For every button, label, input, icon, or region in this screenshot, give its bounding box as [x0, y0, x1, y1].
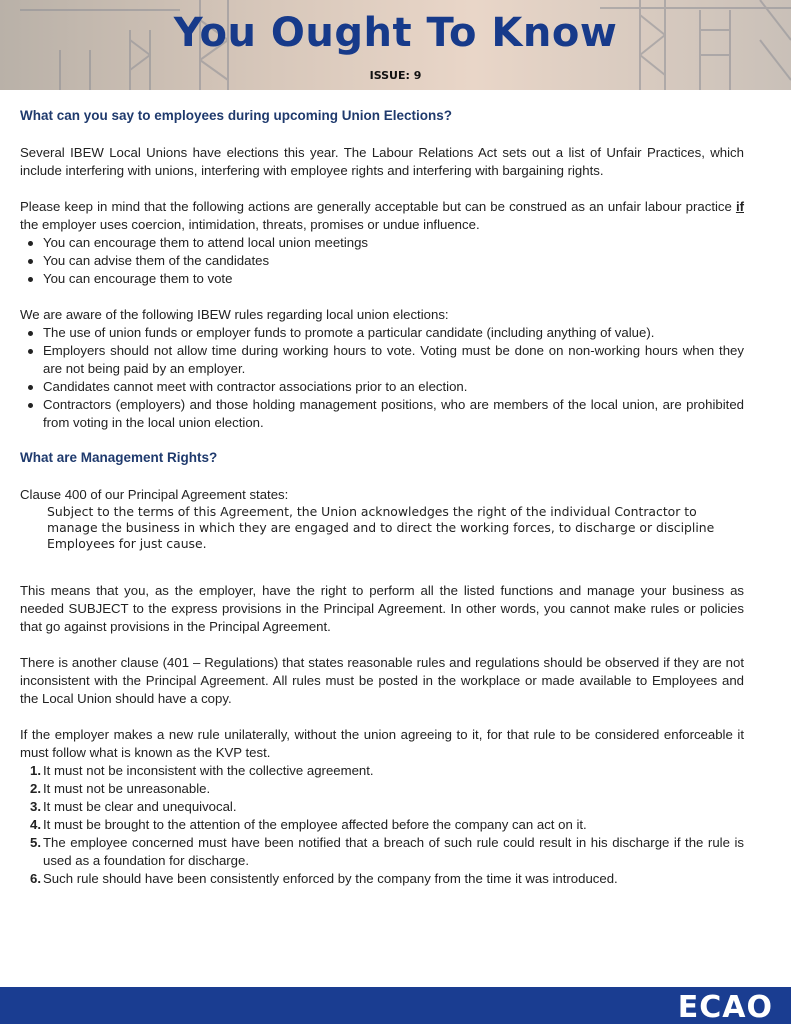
list-item: 1. It must not be inconsistent with the collective agreement.: [30, 763, 374, 778]
emphasis-if: if: [735, 199, 744, 214]
list-item: 5. The employee concerned must have been notified that a breach of such rule could result in his discharge if the rule is used as a foundation for discharge.: [30, 835, 744, 868]
ecao-logo: ECAO: [677, 990, 773, 1025]
kvp-test-list: [20, 762, 744, 888]
list-item: You can advise them of the candidates: [43, 252, 744, 270]
footer-bar: [0, 987, 791, 1024]
newsletter-title: You Ought To Know: [173, 10, 618, 56]
section-heading-union-elections: What can you say to employees during upcoming Union Elections?: [20, 108, 453, 123]
paragraph: Please keep in mind that the following actions are generally acceptable but can be construed as an unfair labour practice if the employer uses coercion, intimidation, threats, promises or undue influence.: [20, 199, 744, 232]
paragraph: This means that you, as the employer, have the right to perform all the listed functions and manage your business as needed SUBJECT to the express provisions in the Principal Agreement. In other words, you cannot make rules or policies that go against provisions in the Principal Agreement.: [20, 583, 744, 634]
list-item: 6. Such rule should have been consistently enforced by the company from the time it was introduced.: [30, 871, 618, 886]
section-heading-management-rights: What are Management Rights?: [20, 450, 218, 465]
list-item: The use of union funds or employer funds to promote a particular candidate (including anything of value).: [43, 324, 744, 342]
article-body: [20, 106, 744, 888]
list-item: Candidates cannot meet with contractor associations prior to an election.: [43, 378, 744, 396]
list-item: 4. It must be brought to the attention of the employee affected before the company can act on it.: [30, 817, 587, 832]
paragraph: Clause 400 of our Principal Agreement states:: [20, 487, 289, 502]
paragraph: Several IBEW Local Unions have elections this year. The Labour Relations Act sets out a list of Unfair Practices, which include interfering with unions, interfering with employee rights and interfering with bargaining rights.: [20, 145, 744, 178]
list-item: Employers should not allow time during working hours to vote. Voting must be done on non-working hours when they are not being paid by an employer.: [43, 343, 744, 376]
paragraph: If the employer makes a new rule unilaterally, without the union agreeing to it, for that rule to be considered enforceable it must follow what is known as the KVP test.: [20, 727, 744, 760]
list-item: Contractors (employers) and those holding management positions, who are members of the local union, are prohibited from voting in the local union election.: [43, 397, 744, 430]
list-item: 3. It must be clear and unequivocal.: [30, 799, 237, 814]
acceptable-actions-list: [20, 234, 744, 288]
header-banner: [0, 0, 791, 90]
clause-quote: Subject to the terms of this Agreement, the Union acknowledges the right of the individual Contractor to manage the business in which they are engaged and to direct the working forces, to discharge or discipline Employees for just cause.: [47, 504, 715, 551]
list-item: You can encourage them to vote: [43, 270, 744, 288]
ibew-rules-list: [20, 324, 744, 432]
list-item: You can encourage them to attend local union meetings: [43, 234, 744, 252]
list-item: 2. It must not be unreasonable.: [30, 781, 211, 796]
issue-number: ISSUE: 9: [369, 69, 422, 82]
paragraph: There is another clause (401 – Regulations) that states reasonable rules and regulations should be observed if they are not inconsistent with the Principal Agreement. All rules must be posted in the workplace or made available to Employees and the Local Union should have a copy.: [20, 655, 744, 706]
paragraph: We are aware of the following IBEW rules regarding local union elections:: [20, 307, 449, 322]
